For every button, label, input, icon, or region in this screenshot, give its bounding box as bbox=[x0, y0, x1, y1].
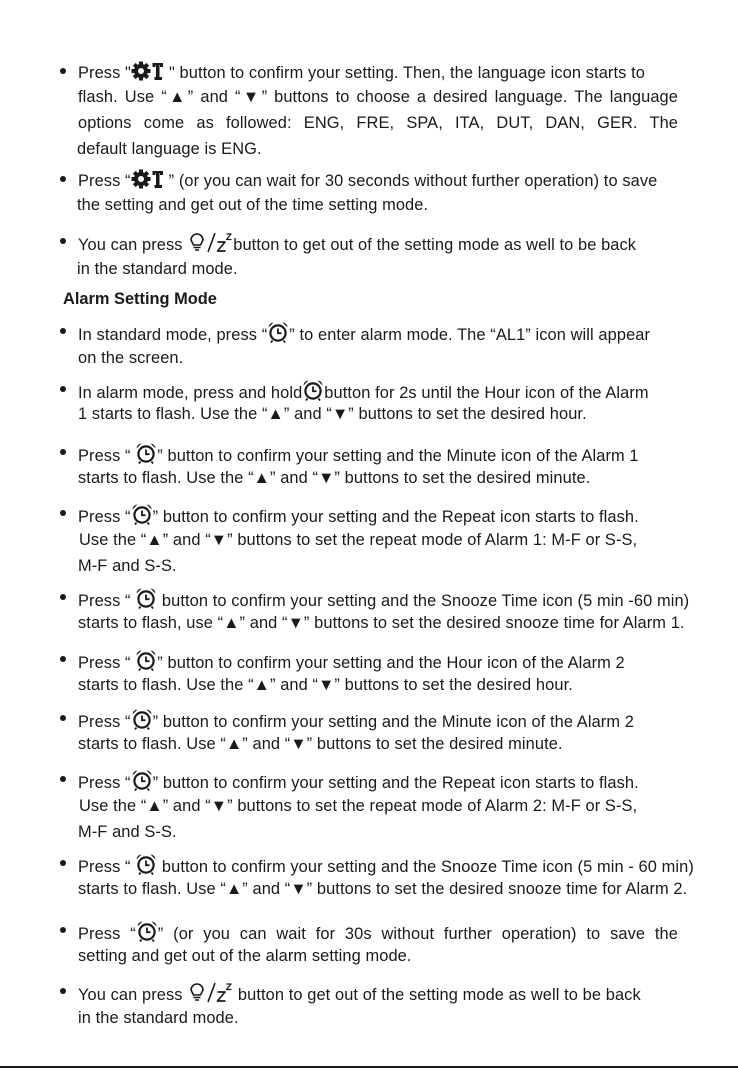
text-segment: in the standard mode. bbox=[77, 260, 238, 278]
text-line bbox=[77, 195, 428, 215]
alarm-clock-icon bbox=[131, 708, 153, 735]
text-line bbox=[78, 556, 177, 576]
text-line bbox=[77, 259, 238, 279]
text-line bbox=[78, 321, 650, 348]
text-segment: Press “ bbox=[78, 858, 136, 876]
text-line bbox=[78, 946, 412, 966]
text-segment: Use the “▲” and “▼” buttons to set the repeat mode of Alarm 1: M-F or S-S, bbox=[79, 531, 638, 549]
text-segment: Use the “▲” and “▼” buttons to set the repeat mode of Alarm 2: M-F or S-S, bbox=[79, 797, 638, 815]
text-line bbox=[78, 379, 649, 406]
text-segment: Press “ bbox=[78, 713, 131, 731]
bullet-dot bbox=[60, 68, 66, 74]
text-line bbox=[78, 769, 639, 796]
text-line bbox=[78, 920, 678, 947]
text-segment: Press “ bbox=[78, 447, 136, 465]
text-segment: ” button to confirm your setting and the Repeat icon starts to flash. bbox=[152, 774, 639, 792]
text-segment: In alarm mode, press and hold bbox=[78, 384, 303, 402]
text-segment: Press “ bbox=[78, 592, 136, 610]
text-segment: Press " bbox=[78, 64, 131, 82]
text-segment: button to confirm your setting and the Snooze Time icon (5 min - 60 min) bbox=[157, 858, 694, 876]
bullet-dot bbox=[60, 656, 66, 662]
text-segment: M-F and S-S. bbox=[78, 823, 177, 841]
text-segment: 1 starts to flash. Use the “▲” and “▼” buttons to set the desired hour. bbox=[78, 405, 587, 423]
text-segment: In standard mode, press “ bbox=[78, 326, 268, 344]
text-line bbox=[79, 796, 637, 816]
section-heading: Alarm Setting Mode bbox=[63, 290, 217, 308]
alarm-clock-icon bbox=[136, 920, 158, 947]
text-line bbox=[78, 503, 639, 530]
text-line bbox=[78, 879, 687, 899]
text-segment: ” button to confirm your setting and the Minute icon of the Alarm 1 bbox=[157, 447, 639, 465]
alarm-clock-icon bbox=[135, 442, 157, 469]
text-line bbox=[78, 708, 634, 735]
text-segment: button for 2s until the Hour icon of the Alarm bbox=[324, 384, 649, 402]
text-line bbox=[78, 675, 573, 695]
text-line bbox=[78, 734, 563, 754]
bullet-dot bbox=[60, 927, 66, 933]
text-line bbox=[78, 853, 694, 880]
text-line bbox=[78, 822, 177, 842]
text-segment: You can press bbox=[78, 986, 188, 1004]
text-segment: options come as followed: ENG, FRE, SPA, ITA, DUT, DAN, GER. The bbox=[78, 114, 678, 132]
text-segment: starts to flash. Use the “▲” and “▼” buttons to set the desired hour. bbox=[78, 676, 573, 694]
text-segment: button to confirm your setting and the Snooze Time icon (5 min -60 min) bbox=[157, 592, 690, 610]
text-segment: starts to flash, use “▲” and “▼” buttons to set the desired snooze time for Alarm 1. bbox=[78, 614, 685, 632]
text-line bbox=[78, 348, 183, 368]
text-segment: on the screen. bbox=[78, 349, 184, 367]
text-line bbox=[78, 87, 678, 107]
bullet-dot bbox=[60, 510, 66, 516]
gear-wrench-icon bbox=[131, 61, 169, 86]
text-line bbox=[78, 113, 678, 133]
bullet-dot bbox=[60, 449, 66, 455]
alarm-clock-icon bbox=[135, 853, 157, 880]
text-line bbox=[78, 231, 636, 258]
text-segment: Press “ bbox=[78, 774, 131, 792]
bullet-dot bbox=[60, 860, 66, 866]
light-snooze-icon bbox=[187, 981, 233, 1008]
text-segment: M-F and S-S. bbox=[78, 557, 177, 575]
bullet-dot bbox=[60, 328, 66, 334]
text-segment: Press “ bbox=[78, 654, 136, 672]
bullet-dot bbox=[60, 594, 66, 600]
text-line bbox=[78, 981, 641, 1008]
text-segment: setting and get out of the alarm setting mode. bbox=[78, 947, 412, 965]
text-segment: button to get out of the setting mode as well to be back bbox=[233, 986, 641, 1004]
text-line bbox=[78, 1008, 239, 1028]
light-snooze-icon bbox=[187, 231, 233, 258]
text-segment: You can press bbox=[78, 236, 188, 254]
text-line bbox=[78, 61, 645, 86]
page-bottom-rule bbox=[0, 1066, 738, 1068]
text-segment: ” button to confirm your setting and the Hour icon of the Alarm 2 bbox=[157, 654, 625, 672]
text-line bbox=[78, 404, 587, 424]
text-line bbox=[79, 530, 637, 550]
text-segment: ” (or you can wait for 30s without further operation) to save the bbox=[157, 925, 678, 943]
alarm-clock-icon bbox=[135, 587, 157, 614]
bullet-dot bbox=[60, 988, 66, 994]
text-line bbox=[78, 587, 689, 614]
text-segment: starts to flash. Use “▲” and “▼” buttons to set the desired minute. bbox=[78, 735, 563, 753]
text-segment: ” to enter alarm mode. The “AL1” icon will appear bbox=[289, 326, 651, 344]
bullet-dot bbox=[60, 776, 66, 782]
text-segment: starts to flash. Use “▲” and “▼” buttons to set the desired snooze time for Alarm 2. bbox=[78, 880, 688, 898]
gear-wrench-icon bbox=[131, 169, 169, 194]
text-line bbox=[78, 442, 639, 469]
text-segment: the setting and get out of the time setting mode. bbox=[77, 196, 429, 214]
text-segment: button to get out of the setting mode as well to be back bbox=[233, 236, 637, 254]
text-segment: Press “ bbox=[78, 925, 136, 943]
text-segment: Press “ bbox=[78, 508, 131, 526]
alarm-clock-icon bbox=[302, 379, 324, 406]
text-line bbox=[78, 613, 685, 633]
alarm-clock-icon bbox=[135, 649, 157, 676]
text-segment: ” button to confirm your setting and the Repeat icon starts to flash. bbox=[152, 508, 639, 526]
text-line bbox=[77, 139, 262, 159]
text-segment: Press “ bbox=[78, 172, 131, 190]
alarm-clock-icon bbox=[267, 321, 289, 348]
alarm-clock-icon bbox=[131, 503, 153, 530]
text-line bbox=[78, 649, 625, 676]
text-segment: default language is ENG. bbox=[77, 140, 262, 158]
bullet-dot bbox=[60, 715, 66, 721]
text-segment: ” (or you can wait for 30 seconds without further operation) to save bbox=[168, 172, 658, 190]
text-segment: starts to flash. Use the “▲” and “▼” buttons to set the desired minute. bbox=[78, 469, 591, 487]
text-segment: flash. Use “▲” and “▼” buttons to choose a desired language. The language bbox=[78, 88, 678, 106]
text-line bbox=[78, 169, 657, 194]
bullet-dot bbox=[60, 176, 66, 182]
text-segment: " button to confirm your setting. Then, the language icon starts to bbox=[168, 64, 645, 82]
text-segment: ” button to confirm your setting and the Minute icon of the Alarm 2 bbox=[152, 713, 634, 731]
bullet-dot bbox=[60, 386, 66, 392]
text-line bbox=[78, 468, 590, 488]
bullet-dot bbox=[60, 238, 66, 244]
alarm-clock-icon bbox=[131, 769, 153, 796]
text-segment: in the standard mode. bbox=[78, 1009, 239, 1027]
